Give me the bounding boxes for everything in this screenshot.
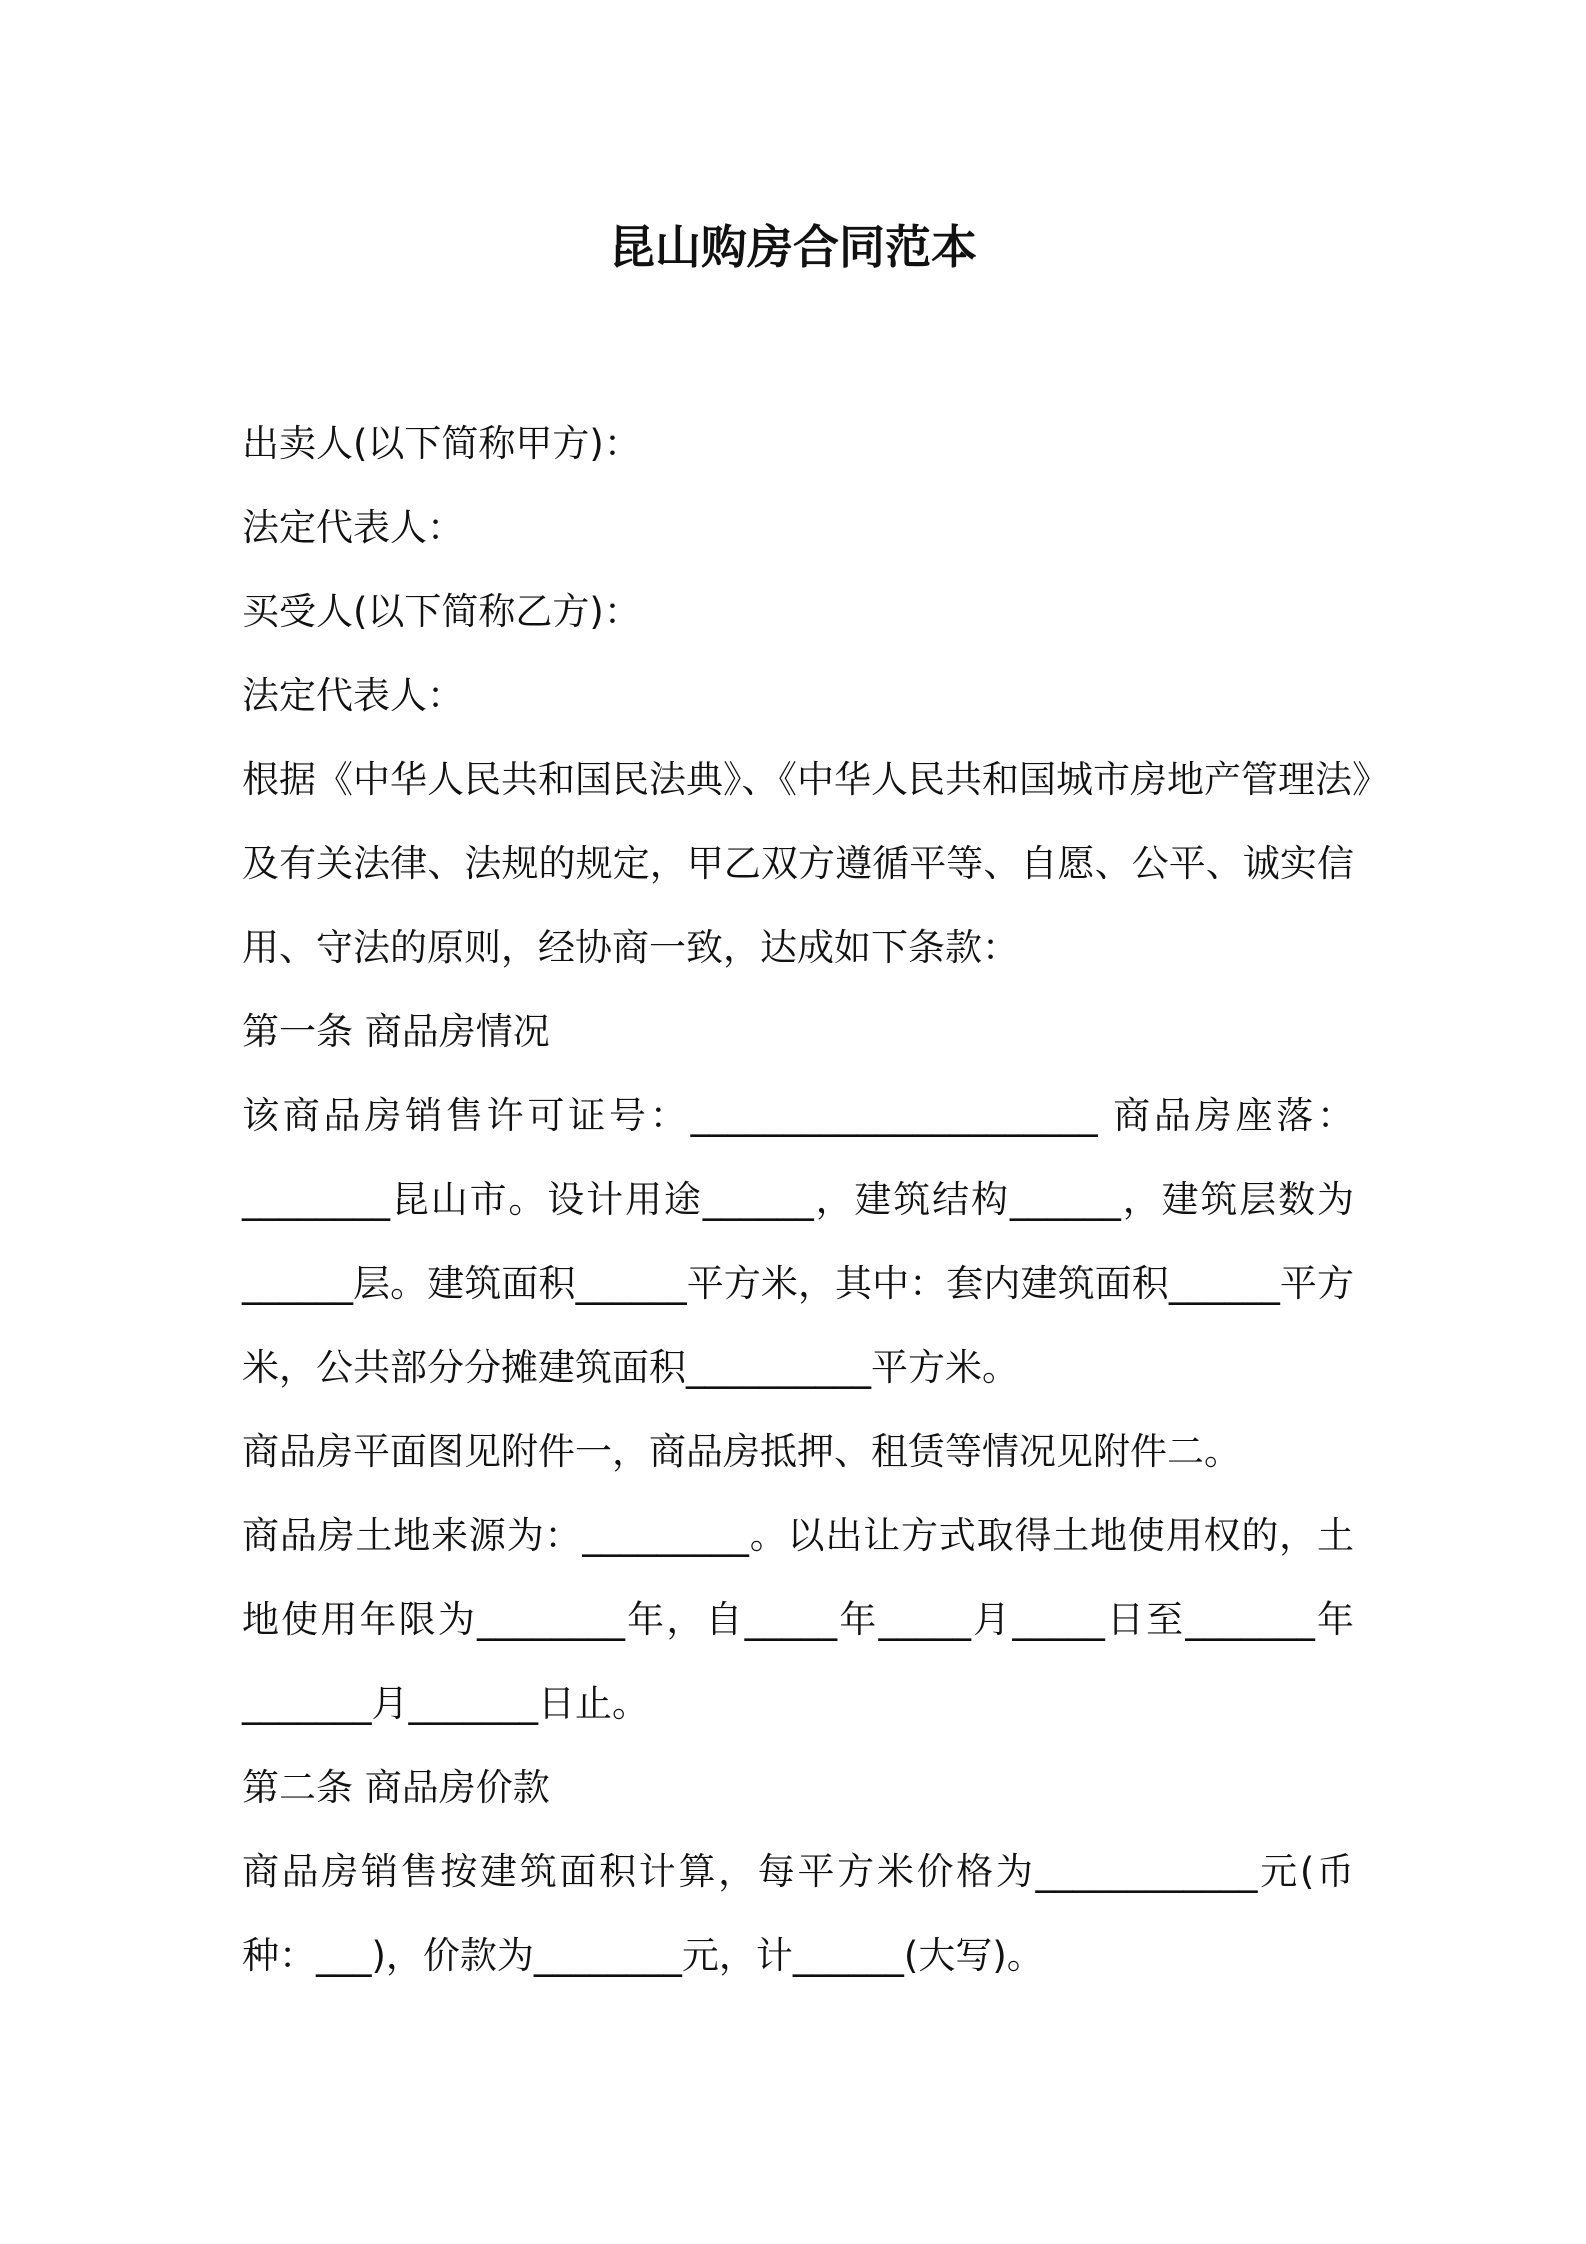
buyer-line: 买受人(以下简称乙方)： — [242, 590, 641, 633]
article-1-line-2: ________昆山市。设计用途______，建筑结构______，建筑层数为 — [242, 1178, 1354, 1221]
preamble-line-1: 根据《中华人民共和国民法典》、《中华人民共和国城市房地产管理法》 — [242, 758, 1389, 801]
preamble-line-2: 及有关法律、法规的规定，甲乙双方遵循平等、自愿、公平、诚实信 — [242, 842, 1354, 885]
article-1-line-3: ______层。建筑面积______平方米，其中：套内建筑面积______平方 — [242, 1262, 1354, 1305]
article-1-line-4: 米，公共部分分摊建筑面积__________平方米。 — [242, 1346, 1019, 1389]
seller-representative-line: 法定代表人： — [242, 506, 464, 549]
document-title: 昆山购房合同范本 — [609, 220, 977, 274]
article-1-line-5: 商品房平面图见附件一，商品房抵押、租赁等情况见附件二。 — [242, 1430, 1241, 1473]
article-2-heading: 第二条 商品房价款 — [242, 1766, 550, 1809]
article-1-heading: 第一条 商品房情况 — [242, 1010, 550, 1053]
article-1-line-7: 地使用年限为________年，自_____年_____月_____日至_______年 — [242, 1598, 1354, 1641]
seller-line: 出卖人(以下简称甲方)： — [242, 422, 641, 465]
buyer-representative-line: 法定代表人： — [242, 674, 464, 717]
article-2-line-2: 种：___)，价款为________元，计______(大写)。 — [242, 1934, 1044, 1977]
article-1-line-1: 该商品房销售许可证号：______________________ 商品房座落： — [242, 1094, 1354, 1137]
document-body — [242, 402, 1389, 1998]
preamble-line-3: 用、守法的原则，经协商一致，达成如下条款： — [242, 926, 1019, 969]
article-1-line-8: _______月_______日止。 — [242, 1682, 649, 1725]
article-2-line-1: 商品房销售按建筑面积计算，每平方米价格为____________元(币 — [242, 1850, 1354, 1893]
article-1-line-6: 商品房土地来源为：_________。以出让方式取得土地使用权的，土 — [242, 1514, 1354, 1557]
